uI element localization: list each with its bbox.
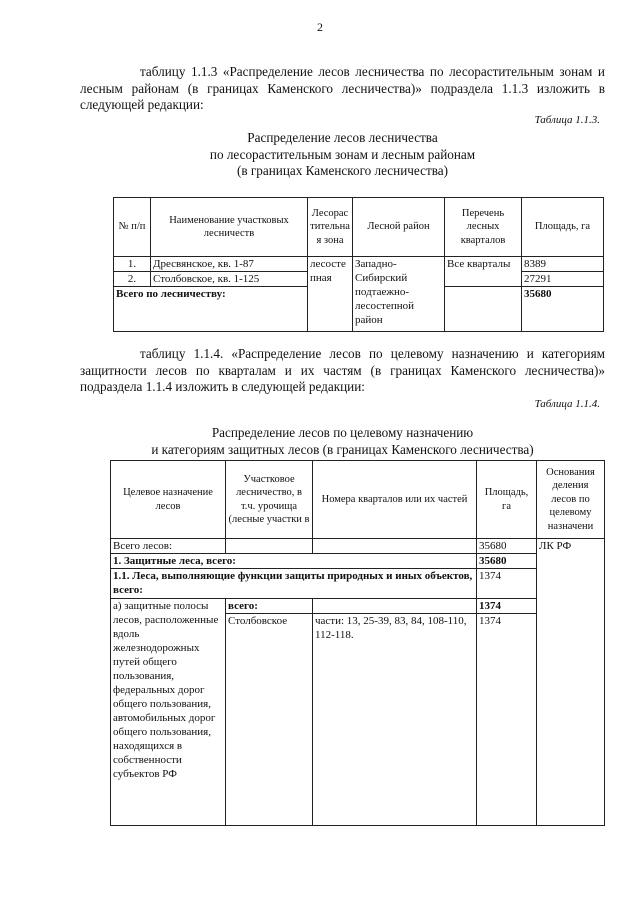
paragraph-table-114-intro: таблицу 1.1.4. «Распределение лесов по целевому назначению и категориям защитности лесов по кварталам и их частям (в границах Каменского лесничества)» подраздела 1.1.4 изложить в следующей редакции: [80, 346, 605, 394]
table-113-title-line: по лесорастительным зонам и лесным районам [209, 146, 476, 162]
table-row [111, 569, 605, 599]
total-blocks-empty [445, 287, 522, 332]
table-114 [110, 460, 605, 826]
table-114-title-line: Распределение лесов по целевому назначению [211, 425, 474, 440]
table-header-row [111, 461, 605, 539]
paragraph-table-113-intro: таблицу 1.1.3 «Распределение лесов лесничества по лесорастительным зонам и лесным районам (в границах Каменского лесничества)» подраздела 1.1.3 изложить в следующей редакции: [80, 64, 605, 112]
cell-num: 1. [114, 257, 151, 272]
cell-basis: ЛК РФ [537, 539, 605, 826]
table-113-title-line: Распределение лесов лесничества [247, 130, 438, 145]
cell-num: 2. [114, 272, 151, 287]
cell-a-total-label: всего: [226, 599, 313, 614]
cell-protective-area: 35680 [477, 554, 537, 569]
header-zone: Лесорастительная зона [308, 198, 353, 257]
cell-name: Столбовское, кв. 1-125 [151, 272, 308, 287]
total-area: 35680 [522, 287, 604, 332]
cell-area: 27291 [522, 272, 604, 287]
header-name: Наименование участковых лесничеств [151, 198, 308, 257]
header-blocks: Перечень лесных кварталов [445, 198, 522, 257]
header-basis: Основания деления лесов по целевому назначени [537, 461, 605, 539]
table-row [114, 257, 604, 272]
table-114-title-line: и категориям защитных лесов (в границах Каменского лесничества) [151, 441, 534, 457]
cell-a-purpose: а) защитные полосы лесов, расположенные вдоль железнодорожных путей общего пользования, федеральных дорог общего пользования, автомобильных дорог общего пользования, находящихся в собственности субъектов РФ [111, 599, 226, 826]
cell-a-forestry: Столбовское [226, 614, 313, 826]
table-row [111, 554, 605, 569]
header-blocks: Номера кварталов или их частей [313, 461, 477, 539]
table-113-title-line: (в границах Каменского лесничества) [236, 163, 449, 178]
cell-empty [313, 539, 477, 554]
cell-name: Дресвянское, кв. 1-87 [151, 257, 308, 272]
cell-empty [313, 599, 477, 614]
cell-a-area-total: 1374 [477, 599, 537, 614]
cell-all-area: 35680 [477, 539, 537, 554]
cell-area: 8389 [522, 257, 604, 272]
cell-blocks: Все кварталы [445, 257, 522, 287]
cell-region: Западно-Сибирский подтаежно-лесостепной район [353, 257, 445, 332]
cell-empty [226, 539, 313, 554]
table-row [111, 539, 605, 554]
table-row [111, 599, 605, 614]
header-region: Лесной район [353, 198, 445, 257]
header-area: Площадь, га [522, 198, 604, 257]
table-114-label: Таблица 1.1.4. [534, 398, 600, 410]
page-number: 2 [317, 20, 323, 34]
cell-zone: лесостепная [308, 257, 353, 332]
cell-11-area: 1374 [477, 569, 537, 599]
cell-a-blocks: части: 13, 25-39, 83, 84, 108-110, 112-118. [313, 614, 477, 826]
table-113 [113, 197, 604, 332]
cell-all-label: Всего лесов: [111, 539, 226, 554]
header-num: № п/п [114, 198, 151, 257]
table-113-label: Таблица 1.1.3. [534, 114, 600, 126]
table-114-title [80, 425, 605, 458]
total-label: Всего по лесничеству: [114, 287, 308, 332]
cell-a-area: 1374 [477, 614, 537, 826]
table-header-row [114, 198, 604, 257]
table-113-title [80, 130, 605, 180]
cell-11-label: 1.1. Леса, выполняющие функции защиты природных и иных объектов, всего: [111, 569, 477, 599]
header-purpose: Целевое назначение лесов [111, 461, 226, 539]
header-forestry: Участковое лесничество, в т.ч. урочища (лесные участки в [226, 461, 313, 539]
cell-protective-label: 1. Защитные леса, всего: [111, 554, 477, 569]
header-area: Площадь, га [477, 461, 537, 539]
